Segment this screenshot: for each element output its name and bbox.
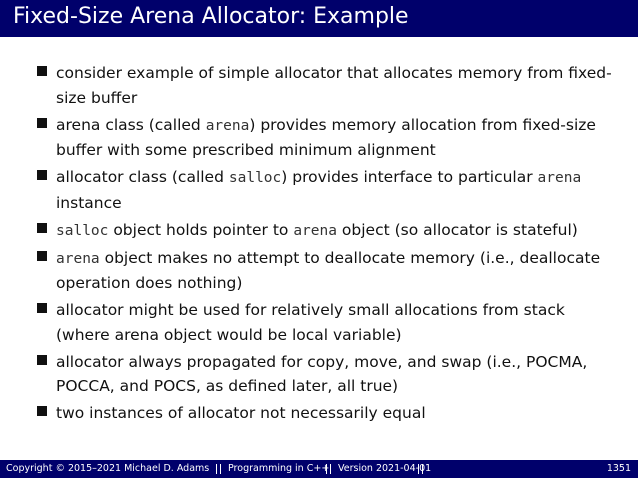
bullet-item [36, 246, 616, 296]
square-bullet-icon [37, 303, 47, 313]
slide-header [0, 0, 638, 37]
bullet-item [36, 218, 616, 244]
code-term: arena [56, 250, 100, 267]
bullet-item [36, 350, 616, 399]
square-bullet-icon [37, 223, 47, 233]
bullet-text: salloc object holds pointer to arena object (so allocator is stateful) [56, 220, 578, 239]
code-term: arena [293, 222, 337, 239]
footer-version: Version 2021-04-01 [338, 463, 432, 474]
square-bullet-icon [37, 66, 47, 76]
bullet-text: two instances of allocator not necessarily equal [56, 404, 426, 422]
bullet-text: allocator class (called salloc) provides interface to particular arena instance [56, 168, 582, 212]
square-bullet-icon [37, 406, 47, 416]
bullet-item [36, 165, 616, 215]
bullet-item [36, 61, 616, 110]
slide-title: Fixed-Size Arena Allocator: Example [13, 4, 409, 29]
bullet-text: arena class (called arena) provides memory allocation from fixed-size buffer with some prescribed minimum alignment [56, 115, 596, 159]
bullet-text: allocator might be used for relatively small allocations from stack (where arena object would be local variable) [56, 301, 565, 344]
footer-copyright: Copyright © 2015–2021 Michael D. Adams [6, 463, 210, 474]
footer-page-number: 1351 [606, 463, 631, 474]
square-bullet-icon [37, 118, 47, 128]
footer-separator [216, 464, 221, 474]
bullet-text: arena object makes no attempt to deallocate memory (i.e., deallocate operation does nothing) [56, 248, 601, 292]
slide-footer [0, 460, 638, 478]
square-bullet-icon [37, 251, 47, 261]
bullet-item [36, 401, 616, 426]
bullet-text: consider example of simple allocator that allocates memory from fixed-size buffer [56, 64, 612, 107]
code-term: salloc [56, 222, 109, 239]
footer-separator [418, 464, 423, 474]
bullet-text: allocator always propagated for copy, move, and swap (i.e., POCMA, POCCA, and POCS, as defined later, all true) [56, 352, 588, 395]
code-term: salloc [228, 170, 282, 186]
footer-course-title: Programming in C++ [228, 463, 330, 474]
bullet-item [36, 298, 616, 347]
code-term: arena [537, 170, 582, 186]
bullet-item [36, 113, 616, 163]
code-term: arena [205, 117, 250, 134]
square-bullet-icon [37, 355, 47, 365]
square-bullet-icon [37, 170, 47, 180]
bullet-list [36, 61, 616, 428]
footer-separator [326, 464, 331, 474]
